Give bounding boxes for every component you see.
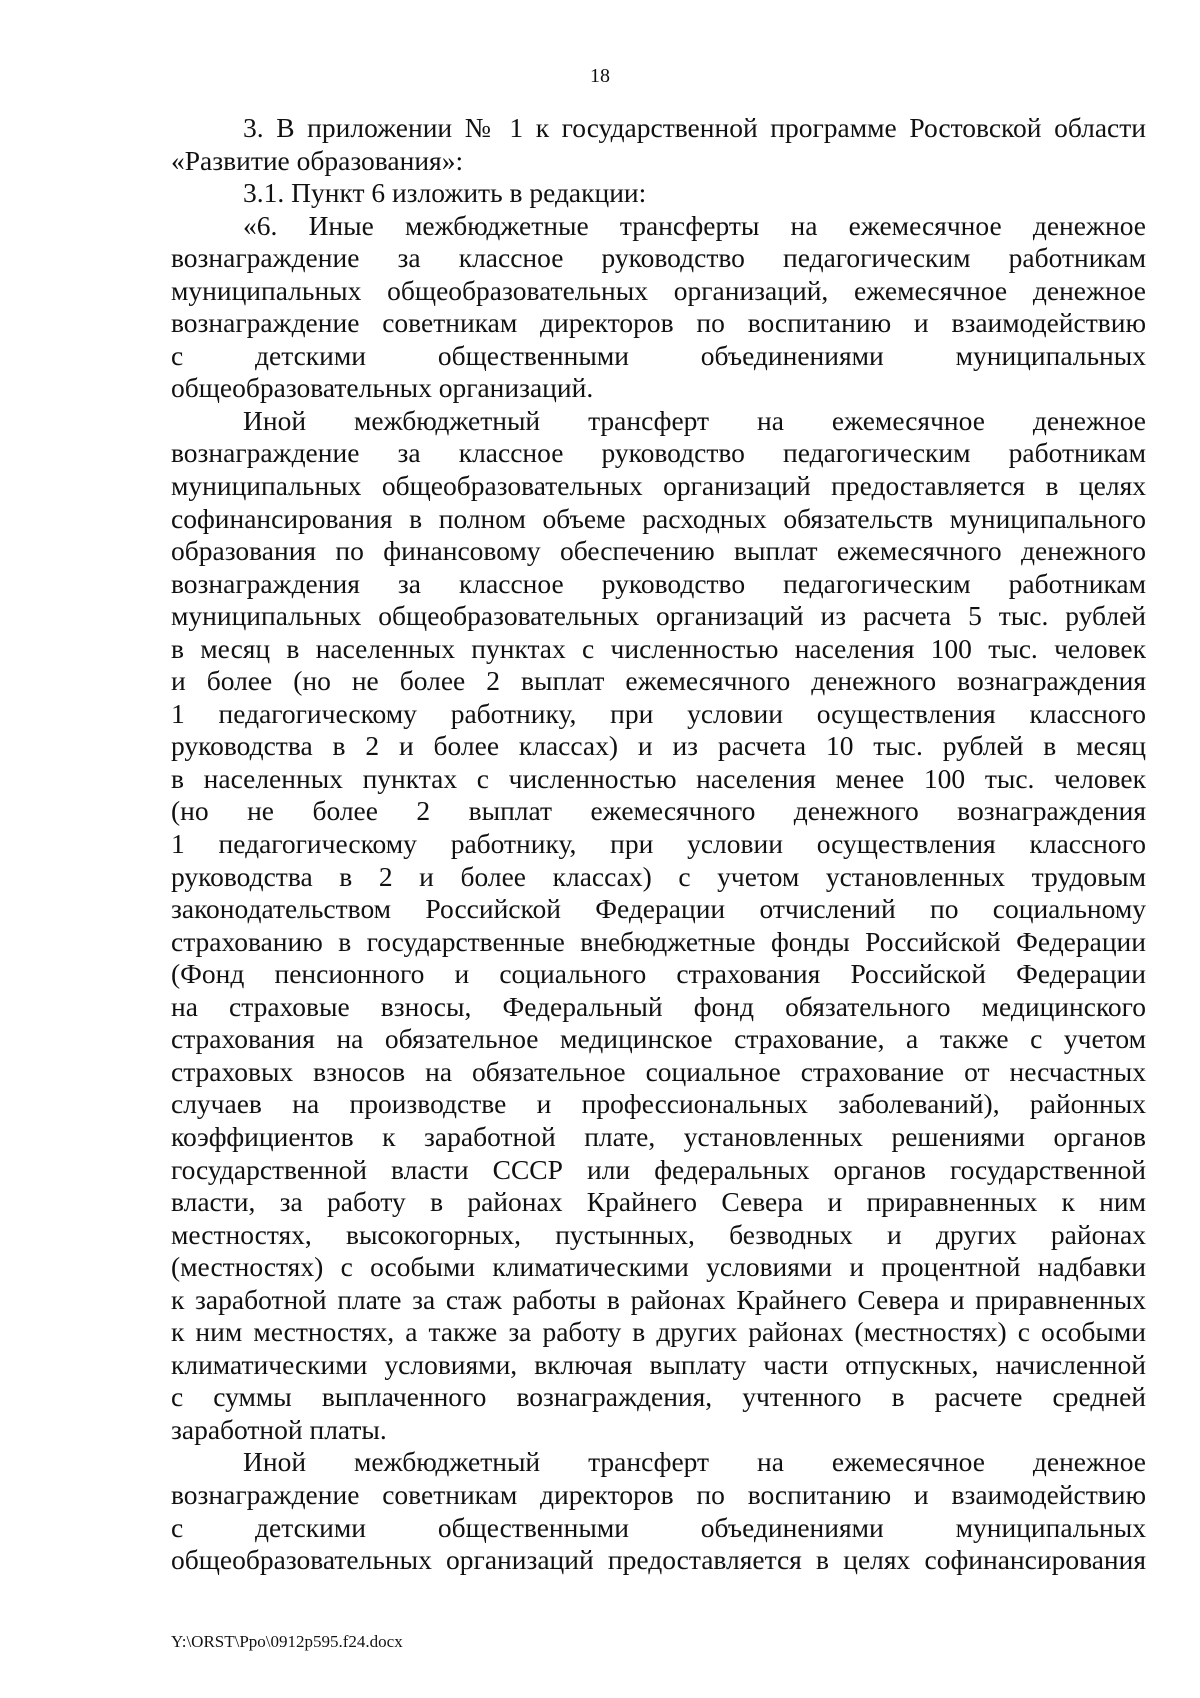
footer-file-path: Y:\ORST\Ppo\0912p595.f24.docx — [171, 1632, 403, 1651]
text-line: Иной межбюджетный трансферт на ежемесячное денежное — [243, 1446, 1146, 1478]
text-line: с суммы выплаченного вознаграждения, учтенного в расчете средней — [171, 1381, 1146, 1413]
text-line: власти, за работу в районах Крайнего Севера и приравненных к ним — [171, 1186, 1146, 1218]
text-line: 1 педагогическому работнику, при условии осуществления классного — [171, 828, 1146, 860]
document-body-text — [171, 112, 1146, 1577]
text-line: вознаграждения за классное руководство педагогическим работникам — [171, 567, 1146, 599]
text-line: «6. Иные межбюджетные трансферты на ежемесячное денежное — [243, 209, 1146, 241]
text-line: климатическими условиями, включая выплату части отпускных, начисленной — [171, 1348, 1146, 1380]
text-line: муниципальных общеобразовательных организаций из расчета 5 тыс. рублей — [171, 600, 1146, 632]
text-line: вознаграждение за классное руководство педагогическим работникам — [171, 242, 1146, 274]
text-line: законодательством Российской Федерации отчислений по социальному — [171, 893, 1146, 925]
text-line: заработной платы. — [171, 1413, 387, 1445]
text-line: в месяц в населенных пунктах с численностью населения 100 тыс. человек — [171, 632, 1146, 664]
text-line: вознаграждение советникам директоров по воспитанию и взаимодействию — [171, 1478, 1146, 1510]
text-line: вознаграждение советникам директоров по воспитанию и взаимодействию — [171, 307, 1146, 339]
text-line: «Развитие образования»: — [171, 144, 464, 176]
text-line: вознаграждение за классное руководство педагогическим работникам — [171, 437, 1146, 469]
text-line: местностях, высокогорных, пустынных, безводных и других районах — [171, 1218, 1146, 1250]
text-line: образования по финансовому обеспечению выплат ежемесячного денежного — [171, 535, 1146, 567]
text-line: на страховые взносы, Федеральный фонд обязательного медицинского — [171, 990, 1146, 1022]
text-line: Иной межбюджетный трансферт на ежемесячное денежное — [243, 404, 1146, 436]
text-line: (Фонд пенсионного и социального страхования Российской Федерации — [171, 958, 1146, 990]
text-line: государственной власти СССР или федеральных органов государственной — [171, 1153, 1146, 1185]
text-line: к ним местностях, а также за работу в других районах (местностях) с особыми — [171, 1316, 1146, 1348]
text-line: страховых взносов на обязательное социальное страхование от несчастных — [171, 1055, 1146, 1087]
text-line: страхования на обязательное медицинское страхование, а также с учетом — [171, 1023, 1146, 1055]
text-line: муниципальных общеобразовательных организаций, ежемесячное денежное — [171, 274, 1146, 306]
text-line: муниципальных общеобразовательных организаций предоставляется в целях — [171, 470, 1146, 502]
text-line: руководства в 2 и более классах) и из расчета 10 тыс. рублей в месяц — [171, 730, 1146, 762]
page-number: 18 — [590, 65, 610, 87]
text-line: общеобразовательных организаций предоставляется в целях софинансирования — [171, 1544, 1146, 1576]
text-line: к заработной плате за стаж работы в районах Крайнего Севера и приравненных — [171, 1283, 1146, 1315]
text-line: софинансирования в полном объеме расходных обязательств муниципального — [171, 502, 1146, 534]
text-line: с детскими общественными объединениями муниципальных — [171, 1511, 1146, 1543]
text-line: (местностях) с особыми климатическими условиями и процентной надбавки — [171, 1251, 1146, 1283]
text-line: коэффициентов к заработной плате, установленных решениями органов — [171, 1120, 1146, 1152]
text-line: общеобразовательных организаций. — [171, 372, 594, 404]
text-line: случаев на производстве и профессиональных заболеваний), районных — [171, 1088, 1146, 1120]
text-line: страхованию в государственные внебюджетные фонды Российской Федерации — [171, 925, 1146, 957]
text-line: (но не более 2 выплат ежемесячного денежного вознаграждения — [171, 795, 1146, 827]
text-line: в населенных пунктах с численностью населения менее 100 тыс. человек — [171, 762, 1146, 794]
text-line: руководства в 2 и более классах) с учетом установленных трудовым — [171, 860, 1146, 892]
text-line: 1 педагогическому работнику, при условии осуществления классного — [171, 697, 1146, 729]
text-line: 3. В приложении № 1 к государственной программе Ростовской области — [243, 112, 1146, 143]
text-line: с детскими общественными объединениями муниципальных — [171, 339, 1146, 371]
text-line: 3.1. Пункт 6 изложить в редакции: — [243, 177, 647, 209]
text-line: и более (но не более 2 выплат ежемесячного денежного вознаграждения — [171, 665, 1146, 697]
